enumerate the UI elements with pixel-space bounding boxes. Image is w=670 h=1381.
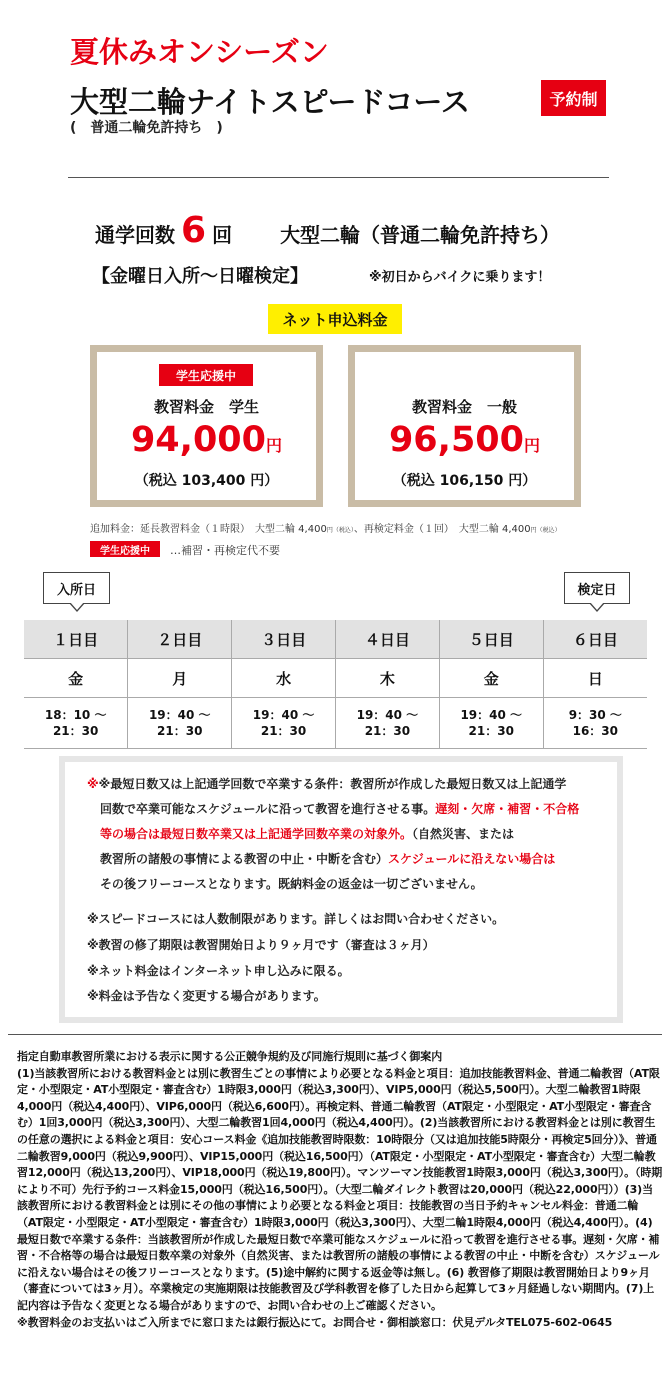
course-title: 大型二輪ナイトスピードコース (70, 85, 470, 119)
start-day-callout (43, 572, 110, 604)
bike-note: ※初日からバイクに乗ります！ (369, 270, 551, 285)
exam-day-callout (564, 572, 630, 604)
student-support-tag: 学生応援中 (159, 364, 253, 386)
day-cell: ５日目 (439, 620, 543, 659)
time-end: 21：30 (52, 724, 99, 738)
student-price (97, 420, 316, 460)
fine-print-body: (1)当該教習所における教習料金とは別に教習生ごとの事情により必要となる料金と項目：追加技能教習料金、普通二輪教習（AT限定・小型限定・AT小型限定・審査含む）1時限3,000円（税込3,300円）、VIP5,000円（税込5,500円）。大型二輪教習1時限4,000円（税込4,400円）、VIP6,000円（税込6,600円）。再検定料、普通二輪教習（AT限定・小型限定・AT小型限定・審査含む）1回3,000円（税込3,300円）、大型二輪教習1回4,000円（税込4,400円）。(2)当該教習所における教習料金とは別に教習生の任意の選択による料金と項目：安心コース料金《追加技能教習時限数：10時限分（又は追加技能5時限分・再検定5回分）》、普通二輪教習9,000円（税込9,900円）、VIP15,000円（税込16,500円）（AT限定・小型限定・AT小型限定・審査含む）大型二輪教習12,000円（税込13,200円）、VIP18,000円（税込19,800円）。マンツーマン技能教習1時限3,000円（税込3,300円）。（時期により不可）先行予約コース料金15,000円（税込16,500円）。（大型二輪ダイレクト教習は20,000円（税込22,000円））(3)当該教習所における教習料金とは別にその他の事情により必要となる料金と項目：技能教習の当日予約キャンセル料金：普通二輪（AT限定・小型限定・AT小型限定・審査含む）1時限3,000円（税込3,300円）、大型二輪1時限4,000円（税込4,400円）。(4)最短日数で卒業する条件：当該教習所が作成した最短日数で卒業可能なスケジュールに沿って教習を進行させる事。遅刻・欠席・補習・不合格等の場合は最短日数卒業の対象外（自然災害、または教習所の諸般の事情による教習の中止・中断を含む）スケジュールに沿えない場合はその後フリーコースとなります。(5)途中解約に関する返金等は無し。(6) 教習修了期限は教習開始日より9ヶ月（審査については3ヶ月）。卒業検定の実施期限は技能教習及び学科教習を修了した日から起算して3ヶ月経過しない期間内。(7)上記内容は予告なく変更となる場合がありますので、お問い合わせの上ご確認ください。 (17, 1066, 663, 1312)
schedule-table (24, 620, 647, 749)
fine-print-heading: 指定自動車教習所業における表示に関する公正競争規約及び同施行規則に基づく御案内 (17, 1050, 443, 1063)
note-price-change: ※料金は予告なく変更する場合があります。 (87, 989, 326, 1003)
time-end: 21：30 (468, 724, 514, 738)
fine-print-footer: ※教習料金のお支払いはご入所までに窓口または銀行振込にて。お問合せ・御相談窓口：伏見デルタTEL075-602-0645 (17, 1315, 613, 1329)
note-warning: スケジュールに沿えない場合は (388, 852, 556, 866)
time-start: 19：40 〜 (460, 708, 523, 722)
weekday-row (24, 659, 647, 698)
time-end: 16：30 (572, 724, 619, 738)
day-cell: ２日目 (128, 620, 232, 659)
fine-print (17, 1049, 663, 1331)
general-price-value: 96,500 (388, 420, 525, 460)
general-price-box (348, 345, 581, 507)
note-capacity: ※スピードコースには人数制限があります。詳しくはお問い合わせください。 (87, 912, 505, 926)
note-condition-line4 (100, 847, 555, 872)
student-support-tag: 学生応援中 (90, 541, 160, 557)
weekday-cell: 木 (335, 659, 439, 698)
weekday-cell: 水 (232, 659, 336, 698)
start-day-label: 入所日 (56, 582, 96, 598)
note-condition-line1: ※※最短日数又は上記通学回数で卒業する条件：教習所が作成した最短日数又は上記通学 (87, 777, 567, 791)
note-warning: 等の場合は最短日数卒業又は上記通学回数卒業の対象外。 (100, 827, 413, 841)
notes-box (59, 756, 623, 1023)
day-cell: １日目 (24, 620, 128, 659)
day-cell: ４日目 (335, 620, 439, 659)
divider (8, 1034, 662, 1035)
schedule-label: 【金曜日入所〜日曜検定】 (92, 266, 308, 287)
visits-number: 6 (181, 210, 207, 251)
note-text: 教習所の諸般の事情による教習の中止・中断を含む） (100, 852, 389, 866)
student-price-box (90, 345, 323, 507)
time-end: 21：30 (364, 724, 411, 738)
season-title: 夏休みオンシーズン (70, 35, 329, 69)
divider (68, 177, 609, 178)
day-header-row (24, 620, 647, 659)
time-end: 21：30 (260, 724, 307, 738)
note-deadline: ※教習の修了期限は教習開始日より９ヶ月です（審査は３ヶ月） (87, 938, 435, 952)
note-condition-line5: その後フリーコースとなります。既納料金の返金は一切ございません。 (100, 877, 483, 891)
net-fee-label: ネット申込料金 (268, 304, 402, 334)
day-cell: ６日目 (543, 620, 647, 659)
time-start: 19：40 〜 (252, 708, 315, 722)
weekday-cell: 日 (543, 659, 647, 698)
student-price-value: 94,000 (130, 420, 267, 460)
exam-day-label: 検定日 (577, 582, 617, 598)
student-support-note: …補習・再検定代不要 (170, 544, 280, 557)
time-start: 18：10 〜 (44, 708, 107, 722)
time-cell (543, 698, 647, 749)
note-text: （自然災害、または (412, 827, 515, 841)
general-price-tax: （税込 106,150 円） (392, 473, 537, 489)
student-price-yen: 円 (266, 436, 283, 455)
day-cell: ３日目 (232, 620, 336, 659)
course-type: 大型二輪（普通二輪免許持ち） (280, 223, 561, 247)
visits-label: 通学回数 (95, 223, 175, 247)
time-cell (232, 698, 336, 749)
tax-note: 円（税込） (326, 527, 354, 534)
visits-line (95, 210, 560, 251)
note-condition-line3 (100, 822, 514, 847)
weekday-cell: 金 (439, 659, 543, 698)
note-net-fee: ※ネット料金はインターネット申し込みに限る。 (87, 964, 350, 978)
weekday-cell: 月 (128, 659, 232, 698)
visits-unit: 回 (212, 223, 233, 247)
license-note: ( 普通二輪免許持ち ) (70, 120, 223, 136)
time-cell (335, 698, 439, 749)
general-price-yen: 円 (524, 436, 541, 455)
time-start: 19：40 〜 (356, 708, 419, 722)
additional-fee-retest: 、再検定料金（１回） 大型二輪 4,400 (353, 524, 531, 535)
tax-note: 円（税込） (530, 527, 561, 534)
note-text: ※最短日数又は上記通学回数で卒業する条件：教習所が作成した最短日数又は上記通学 (98, 777, 567, 791)
note-text: 回数で卒業可能なスケジュールに沿って教習を進行させる事。 (100, 802, 436, 816)
time-row (24, 698, 647, 749)
additional-fee-extension: 追加料金：延長教習料金（１時限） 大型二輪 4,400 (90, 524, 327, 535)
time-start: 19：40 〜 (148, 708, 211, 722)
weekday-cell: 金 (24, 659, 128, 698)
reservation-badge: 予約制 (541, 80, 606, 116)
student-price-label: 教習料金 学生 (153, 398, 259, 416)
time-start: 9：30 〜 (568, 708, 622, 722)
additional-fee (90, 520, 561, 535)
time-cell (128, 698, 232, 749)
general-price (355, 420, 574, 460)
time-end: 21：30 (157, 724, 203, 738)
note-warning: 遅刻・欠席・補習・不合格 (435, 802, 580, 816)
time-cell (439, 698, 543, 749)
note-condition-line2 (100, 797, 579, 822)
student-price-tax: （税込 103,400 円） (134, 473, 279, 489)
time-cell (24, 698, 128, 749)
general-price-label: 教習料金 一般 (411, 398, 517, 416)
